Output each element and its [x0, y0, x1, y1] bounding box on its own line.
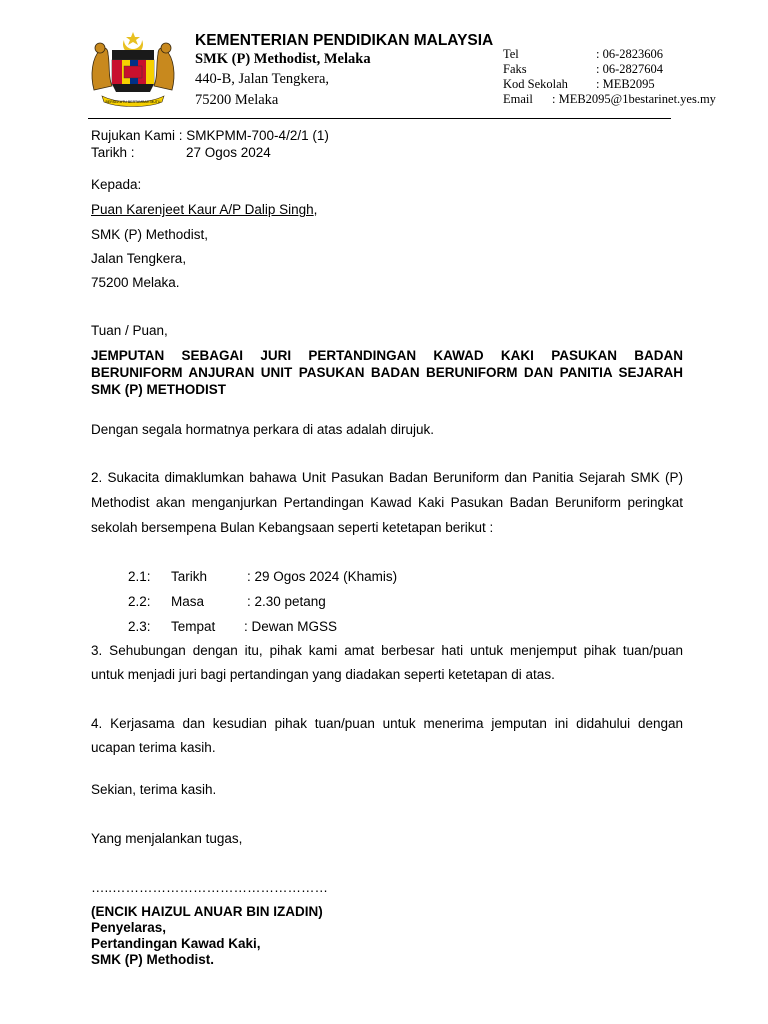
- recipient-street: Jalan Tengkera,: [91, 251, 187, 266]
- detail-value: : Dewan MGSS: [244, 619, 338, 634]
- paragraph-2-line1: 2. Sukacita dimaklumkan bahawa Unit Pasukan Badan Beruniform dan Panitia Sejarah SMK (P): [91, 470, 683, 485]
- kod-sekolah-label: Kod Sekolah: [503, 77, 568, 91]
- detail-number: 2.2:: [128, 594, 151, 609]
- date-value: 27 Ogos 2024: [186, 145, 271, 160]
- paragraph-4-line2: ucapan terima kasih.: [91, 740, 216, 755]
- coat-of-arms-logo: [88, 30, 178, 110]
- detail-number: 2.1:: [128, 569, 151, 584]
- paragraph-4-line1: 4. Kerjasama dan kesudian pihak tuan/puan untuk menerima jemputan ini didahului dengan: [91, 716, 683, 731]
- ministry-name: KEMENTERIAN PENDIDIKAN MALAYSIA: [195, 32, 494, 49]
- salutation: Tuan / Puan,: [91, 323, 168, 338]
- header-divider: [88, 118, 671, 119]
- recipient-postcode: 75200 Melaka.: [91, 275, 180, 290]
- closing-thanks: Sekian, terima kasih.: [91, 782, 217, 797]
- svg-text:BERSEKUTU BERTAMBAH MUTU: BERSEKUTU BERTAMBAH MUTU: [105, 100, 161, 104]
- paragraph-2-line2: Methodist akan menganjurkan Pertandingan Kawad Kaki Pasukan Badan Beruniform peringkat: [91, 495, 683, 510]
- signature-line: …..…………………………………………: [91, 880, 329, 895]
- recipient-name-line: [91, 202, 317, 217]
- date-label: Tarikh :: [91, 145, 135, 160]
- recipient-school: SMK (P) Methodist,: [91, 227, 209, 242]
- faks-value: : 06-2827604: [596, 62, 664, 76]
- school-name: SMK (P) Methodist, Melaka: [195, 51, 371, 67]
- detail-label: Tempat: [171, 619, 216, 634]
- paragraph-3-line1: 3. Sehubungan dengan itu, pihak kami amat berbesar hati untuk menjemput pihak tuan/puan: [91, 643, 683, 658]
- paragraph-1: Dengan segala hormatnya perkara di atas adalah dirujuk.: [91, 422, 434, 437]
- detail-label: Tarikh: [171, 569, 208, 584]
- signatory-title1: Penyelaras,: [91, 920, 167, 935]
- detail-number: 2.3:: [128, 619, 151, 634]
- recipient-name: Puan Karenjeet Kaur A/P Dalip Singh: [91, 202, 314, 217]
- tel-label: Tel: [503, 47, 519, 61]
- signatory-title3: SMK (P) Methodist.: [91, 952, 214, 967]
- subject-line3: SMK (P) METHODIST: [91, 382, 226, 397]
- paragraph-3-line2: untuk menjadi juri bagi pertandingan yang diadakan seperti ketetapan di atas.: [91, 667, 555, 682]
- detail-value: : 2.30 petang: [247, 594, 326, 609]
- closing-duty: Yang menjalankan tugas,: [91, 831, 243, 846]
- recipient-heading: Kepada:: [91, 177, 142, 192]
- email-label: Email: [503, 92, 533, 106]
- signatory-title2: Pertandingan Kawad Kaki,: [91, 936, 261, 951]
- detail-value: : 29 Ogos 2024 (Khamis): [247, 569, 398, 584]
- faks-label: Faks: [503, 62, 527, 76]
- paragraph-2-line3: sekolah bersempena Bulan Kebangsaan seperti ketetapan berikut :: [91, 520, 494, 535]
- tel-value: : 06-2823606: [596, 47, 664, 61]
- school-address-line1: 440-B, Jalan Tengkera,: [195, 71, 330, 87]
- subject-line2: BERUNIFORM ANJURAN UNIT PASUKAN BADAN BERUNIFORM DAN PANITIA SEJARAH: [91, 365, 683, 380]
- school-address-line2: 75200 Melaka: [195, 92, 279, 108]
- detail-label: Masa: [171, 594, 205, 609]
- recipient-name-comma: ,: [313, 202, 318, 217]
- kod-sekolah-value: : MEB2095: [596, 77, 655, 91]
- reference-number: Rujukan Kami : SMKPMM-700-4/2/1 (1): [91, 128, 329, 143]
- email-value: : MEB2095@1bestarinet.yes.my: [552, 92, 716, 106]
- signatory-name: (ENCIK HAIZUL ANUAR BIN IZADIN): [91, 904, 323, 919]
- subject-line1: JEMPUTAN SEBAGAI JURI PERTANDINGAN KAWAD KAKI PASUKAN BADAN: [91, 348, 683, 363]
